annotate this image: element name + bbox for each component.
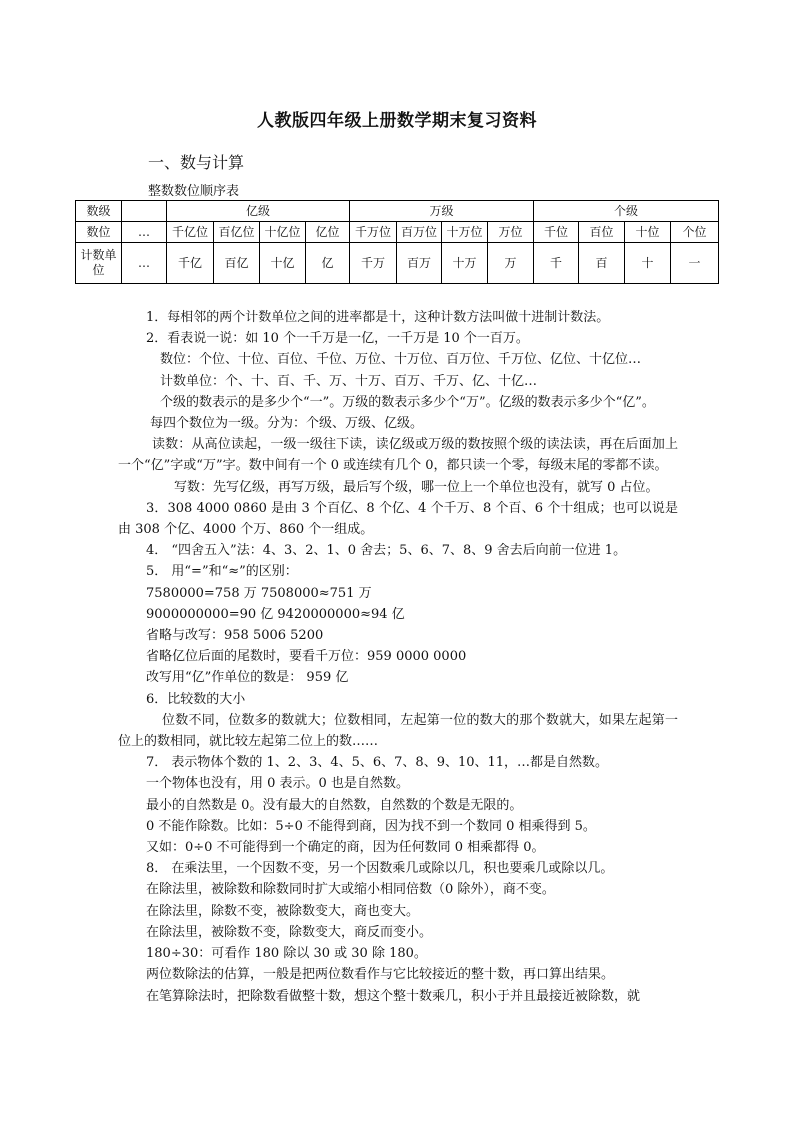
paragraph: 180÷30：可看作 180 除以 30 或 30 除 180。 — [146, 946, 427, 962]
table-row — [76, 243, 719, 284]
table-cell: 百位 — [579, 222, 625, 243]
paragraph: 数位：个位、十位、百位、千位、万位、十万位、百万位、千万位、亿位、十亿位… — [160, 352, 642, 368]
table-cell: 亿 — [306, 243, 350, 284]
paragraph: 读数：从高位读起，一级一级往下读，读亿级或万级的数按照个级的读法读，再在后面加上一个“亿”字或“万”字。数中间有一个 0 或连续有几个 0，都只读一个零，每级末尾的零都不读。 — [118, 437, 678, 474]
table-cell — [122, 201, 167, 222]
paragraph: 计数单位：个、十、百、千、万、十万、百万、千万、亿、十亿… — [160, 373, 538, 389]
paragraph: 1．每相邻的两个计数单位之间的进率都是十，这种计数方法叫做十进制计数法。 — [146, 310, 610, 325]
paragraph: 在除法里，除数不变，被除数变大，商也变大。 — [146, 903, 420, 919]
table-cell: 千亿位 — [167, 222, 214, 243]
table-cell: 亿位 — [306, 222, 350, 243]
table-cell: 千万位 — [350, 222, 397, 243]
paragraph: 3．308 4000 0860 是由 3 个百亿、8 个亿、4 个千万、8 个百、6 个十组成；也可以说是由 308 个亿、4000 个万、860 个一组成。 — [118, 500, 678, 538]
paragraph: 一个物体也没有，用 0 表示。0 也是自然数。 — [146, 776, 409, 792]
table-cell: 千位 — [534, 222, 579, 243]
paragraph: 改写用“亿”作单位的数是： 959 亿 — [146, 670, 349, 686]
table-cell: 个级 — [534, 201, 719, 222]
paragraph: 8． 在乘法里，一个因数不变，另一个因数乘几或除以几，积也要乘几或除以几。 — [146, 861, 614, 877]
paragraph: 5． 用“=”和“≈”的区别： — [146, 564, 298, 580]
paragraph: 在除法里，被除数和除数同时扩大或缩小相同倍数（0 除外），商不变。 — [146, 882, 555, 898]
paragraph: 写数：先写亿级，再写万级，最后写个级，哪一位上一个单位也没有，就写 0 占位。 — [174, 479, 659, 495]
paragraph: 每四个数位为一级。分为：个级、万级、亿级。 — [150, 416, 424, 432]
paragraph: 个级的数表示的是多少个“一”。万级的数表示多少个“万”。亿级的数表示多少个“亿”。 — [160, 394, 655, 410]
paragraph: 0 不能作除数。比如：5÷0 不能得到商，因为找不到一个数同 0 相乘得到 5。 — [146, 818, 596, 834]
table-cell: 万 — [488, 243, 534, 284]
paragraph: 省略亿位后面的尾数时，要看千万位：959 0000 0000 — [146, 649, 467, 665]
table-cell: 亿级 — [167, 201, 350, 222]
document-body — [118, 307, 678, 1007]
paragraph: 2．看表说一说：如 10 个一千万是一亿，一千万是 10 个一百万。 — [146, 331, 529, 347]
document-title: 人教版四年级上册数学期末复习资料 — [257, 111, 537, 131]
paragraph: 最小的自然数是 0。没有最大的自然数，自然数的个数是无限的。 — [146, 797, 523, 813]
table-cell: 十 — [625, 243, 671, 284]
table-cell: … — [122, 222, 167, 243]
table-cell: 千亿 — [167, 243, 214, 284]
paragraph: 7． 表示物体个数的 1、2、3、4、5、6、7、8、9、10、11，…都是自然数。 — [146, 755, 609, 771]
table-cell: 十万位 — [442, 222, 488, 243]
table-cell: 十亿 — [260, 243, 306, 284]
table-cell: 一 — [671, 243, 719, 284]
paragraph: 4． “四舍五入”法：4、3、2、1、0 舍去；5、6、7、8、9 舍去后向前一位进 1。 — [146, 543, 627, 559]
paragraph: 9000000000=90 亿 9420000000≈94 亿 — [146, 606, 405, 622]
table-cell: 个位 — [671, 222, 719, 243]
table-row — [76, 201, 719, 222]
table-row — [76, 222, 719, 243]
table-cell: 十亿位 — [260, 222, 306, 243]
table-cell: 百亿位 — [214, 222, 260, 243]
table-cell: 千 — [534, 243, 579, 284]
section-heading: 一、数与计算 — [148, 153, 245, 172]
table-cell: 计数单位 — [76, 243, 122, 284]
table-cell: … — [122, 243, 167, 284]
table-cell: 百 — [579, 243, 625, 284]
table-cell: 十位 — [625, 222, 671, 243]
table-cell: 十万 — [442, 243, 488, 284]
paragraph: 6．比较数的大小 — [146, 691, 246, 707]
table-cell: 千万 — [350, 243, 397, 284]
paragraph: 在除法里，被除数不变，除数变大，商反而变小。 — [146, 924, 433, 940]
paragraph: 在笔算除法时，把除数看做整十数，想这个整十数乘几，积小于并且最接近被除数，就 — [146, 988, 641, 1004]
paragraph: 省略与改写：958 5006 5200 — [146, 628, 324, 644]
paragraph: 又如：0÷0 不可能得到一个确定的商，因为任何数同 0 相乘都得 0。 — [146, 840, 545, 856]
table-cell: 百万位 — [397, 222, 442, 243]
table-cell: 数位 — [76, 222, 122, 243]
paragraph: 两位数除法的估算，一般是把两位数看作与它比较接近的整十数，再口算出结果。 — [146, 967, 615, 983]
table-cell: 数级 — [76, 201, 122, 222]
paragraph: 7580000=758 万 7508000≈751 万 — [146, 585, 372, 601]
table-cell: 万级 — [350, 201, 534, 222]
table-cell: 百亿 — [214, 243, 260, 284]
paragraph: 位数不同，位数多的数就大；位数相同，左起第一位的数大的那个数就大，如果左起第一位上的数相同，就比较左起第二位上的数…… — [118, 712, 678, 750]
table-cell: 百万 — [397, 243, 442, 284]
place-value-table — [75, 200, 719, 284]
table-cell: 万位 — [488, 222, 534, 243]
table-caption: 整数数位顺序表 — [148, 184, 240, 199]
